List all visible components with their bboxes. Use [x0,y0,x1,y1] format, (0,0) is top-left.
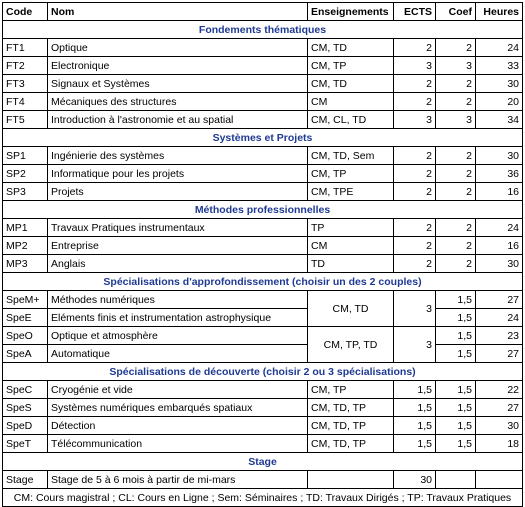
cell-heures: 16 [476,183,523,201]
footnote: CM: Cours magistral ; CL: Cours en Ligne ; Sem: Séminaires ; TD: Travaux Dirigés ; TP: Travaux Pratiques [3,489,523,507]
cell-nom: Mécaniques des structures [48,93,308,111]
cell-nom: Entreprise [48,237,308,255]
header-heures: Heures [476,3,523,21]
cell-enseignements: CM, TD, TP [308,399,394,417]
cell-enseignements: CM [308,93,394,111]
section-title: Stage [3,453,523,471]
cell-nom: Ingénierie des systèmes [48,147,308,165]
cell-heures: 24 [476,309,523,327]
cell-enseignements: CM, TP [308,381,394,399]
table-row [3,309,523,327]
cell-heures: 27 [476,345,523,363]
cell-coef: 2 [436,93,476,111]
cell-nom: Introduction à l'astronomie et au spatial [48,111,308,129]
cell-coef [436,471,476,489]
cell-heures: 33 [476,57,523,75]
cell-nom: Eléments finis et instrumentation astrophysique [48,309,308,327]
cell-nom: Détection [48,417,308,435]
cell-code: SpeT [3,435,48,453]
cell-code: SpeE [3,309,48,327]
cell-ects: 2 [394,183,436,201]
cell-heures: 23 [476,327,523,345]
cell-coef: 2 [436,219,476,237]
cell-coef: 1,5 [436,417,476,435]
cell-nom: Cryogénie et vide [48,381,308,399]
table-row [3,147,523,165]
section-row [3,21,523,39]
cell-heures: 24 [476,39,523,57]
cell-code: SpeD [3,417,48,435]
cell-ects: 1,5 [394,435,436,453]
section-title: Systèmes et Projets [3,129,523,147]
cell-code: Stage [3,471,48,489]
cell-nom: Anglais [48,255,308,273]
cell-nom: Electronique [48,57,308,75]
cell-heures: 30 [476,75,523,93]
cell-heures: 20 [476,93,523,111]
cell-ects: 1,5 [394,417,436,435]
header-row [3,3,523,21]
curriculum-table [2,2,523,507]
cell-heures: 30 [476,255,523,273]
header-enseignements: Enseignements [308,3,394,21]
section-row [3,201,523,219]
cell-ects-merged: 3 [394,291,436,327]
cell-heures: 34 [476,111,523,129]
section-row [3,453,523,471]
table-row [3,435,523,453]
cell-nom: Informatique pour les projets [48,165,308,183]
cell-coef: 2 [436,75,476,93]
cell-code: SpeS [3,399,48,417]
header-coef: Coef [436,3,476,21]
cell-coef: 2 [436,183,476,201]
cell-nom: Méthodes numériques [48,291,308,309]
table-row [3,471,523,489]
table-row [3,237,523,255]
cell-coef: 2 [436,237,476,255]
cell-ects-merged: 3 [394,327,436,363]
table-row [3,399,523,417]
cell-code: MP1 [3,219,48,237]
cell-code: SpeM+ [3,291,48,309]
cell-nom: Travaux Pratiques instrumentaux [48,219,308,237]
cell-enseignements: CM, TD [308,75,394,93]
cell-enseignements: TD [308,255,394,273]
cell-ects: 2 [394,255,436,273]
cell-ects: 2 [394,75,436,93]
cell-nom: Optique et atmosphère [48,327,308,345]
cell-heures: 36 [476,165,523,183]
cell-nom: Systèmes numériques embarqués spatiaux [48,399,308,417]
cell-coef: 2 [436,255,476,273]
cell-enseignements: CM, TP [308,57,394,75]
cell-enseignements: TP [308,219,394,237]
cell-code: MP2 [3,237,48,255]
cell-enseignements: CM, TD, TP [308,417,394,435]
section-title: Méthodes professionnelles [3,201,523,219]
table-body [3,21,523,489]
cell-code: SP2 [3,165,48,183]
cell-enseignements: CM, TPE [308,183,394,201]
cell-coef: 2 [436,165,476,183]
cell-coef: 2 [436,39,476,57]
cell-ects: 2 [394,93,436,111]
cell-nom: Télécommunication [48,435,308,453]
cell-coef: 3 [436,111,476,129]
cell-coef: 1,5 [436,345,476,363]
cell-ects: 3 [394,111,436,129]
cell-enseignements-merged: CM, TD [308,291,394,327]
cell-code: FT2 [3,57,48,75]
cell-code: SpeA [3,345,48,363]
cell-ects: 2 [394,165,436,183]
table-row [3,39,523,57]
cell-code: SP3 [3,183,48,201]
cell-nom: Optique [48,39,308,57]
section-title: Spécialisations de découverte (choisir 2 ou 3 spécialisations) [3,363,523,381]
section-row [3,129,523,147]
cell-coef: 1,5 [436,309,476,327]
section-row [3,273,523,291]
cell-ects: 2 [394,39,436,57]
cell-enseignements: CM, CL, TD [308,111,394,129]
cell-ects: 2 [394,147,436,165]
table-row [3,327,523,345]
cell-ects: 2 [394,219,436,237]
cell-code: FT5 [3,111,48,129]
table-row [3,219,523,237]
cell-heures: 22 [476,381,523,399]
cell-code: SP1 [3,147,48,165]
table-row [3,57,523,75]
table-row [3,111,523,129]
cell-enseignements: CM, TD [308,39,394,57]
cell-heures: 27 [476,291,523,309]
cell-heures [476,471,523,489]
cell-coef: 1,5 [436,327,476,345]
cell-heures: 27 [476,399,523,417]
section-title: Spécialisations d'approfondissement (choisir un des 2 couples) [3,273,523,291]
cell-heures: 16 [476,237,523,255]
cell-enseignements: CM, TP [308,165,394,183]
cell-code: MP3 [3,255,48,273]
table-row [3,255,523,273]
cell-code: SpeO [3,327,48,345]
table-row [3,165,523,183]
cell-ects: 2 [394,237,436,255]
table-row [3,345,523,363]
cell-code: FT1 [3,39,48,57]
section-title: Fondements thématiques [3,21,523,39]
cell-coef: 2 [436,147,476,165]
cell-coef: 1,5 [436,435,476,453]
table-row [3,93,523,111]
cell-enseignements: CM, TD, Sem [308,147,394,165]
table-row [3,417,523,435]
cell-nom: Projets [48,183,308,201]
cell-coef: 1,5 [436,291,476,309]
cell-nom: Automatique [48,345,308,363]
cell-heures: 18 [476,435,523,453]
cell-code: FT4 [3,93,48,111]
cell-ects: 3 [394,57,436,75]
cell-heures: 24 [476,219,523,237]
table-row [3,75,523,93]
cell-enseignements: CM [308,237,394,255]
cell-coef: 3 [436,57,476,75]
header-code: Code [3,3,48,21]
cell-ects: 1,5 [394,399,436,417]
section-row [3,363,523,381]
table-row [3,291,523,309]
header-nom: Nom [48,3,308,21]
cell-code: FT3 [3,75,48,93]
cell-heures: 30 [476,417,523,435]
header-ects: ECTS [394,3,436,21]
cell-enseignements-merged: CM, TP, TD [308,327,394,363]
table-row [3,381,523,399]
cell-code: SpeC [3,381,48,399]
cell-nom: Signaux et Systèmes [48,75,308,93]
cell-coef: 1,5 [436,381,476,399]
cell-ects: 1,5 [394,381,436,399]
cell-ects: 30 [394,471,436,489]
cell-coef: 1,5 [436,399,476,417]
cell-enseignements [308,471,394,489]
cell-enseignements: CM, TD, TP [308,435,394,453]
table-row [3,183,523,201]
cell-nom: Stage de 5 à 6 mois à partir de mi-mars [48,471,308,489]
cell-heures: 30 [476,147,523,165]
